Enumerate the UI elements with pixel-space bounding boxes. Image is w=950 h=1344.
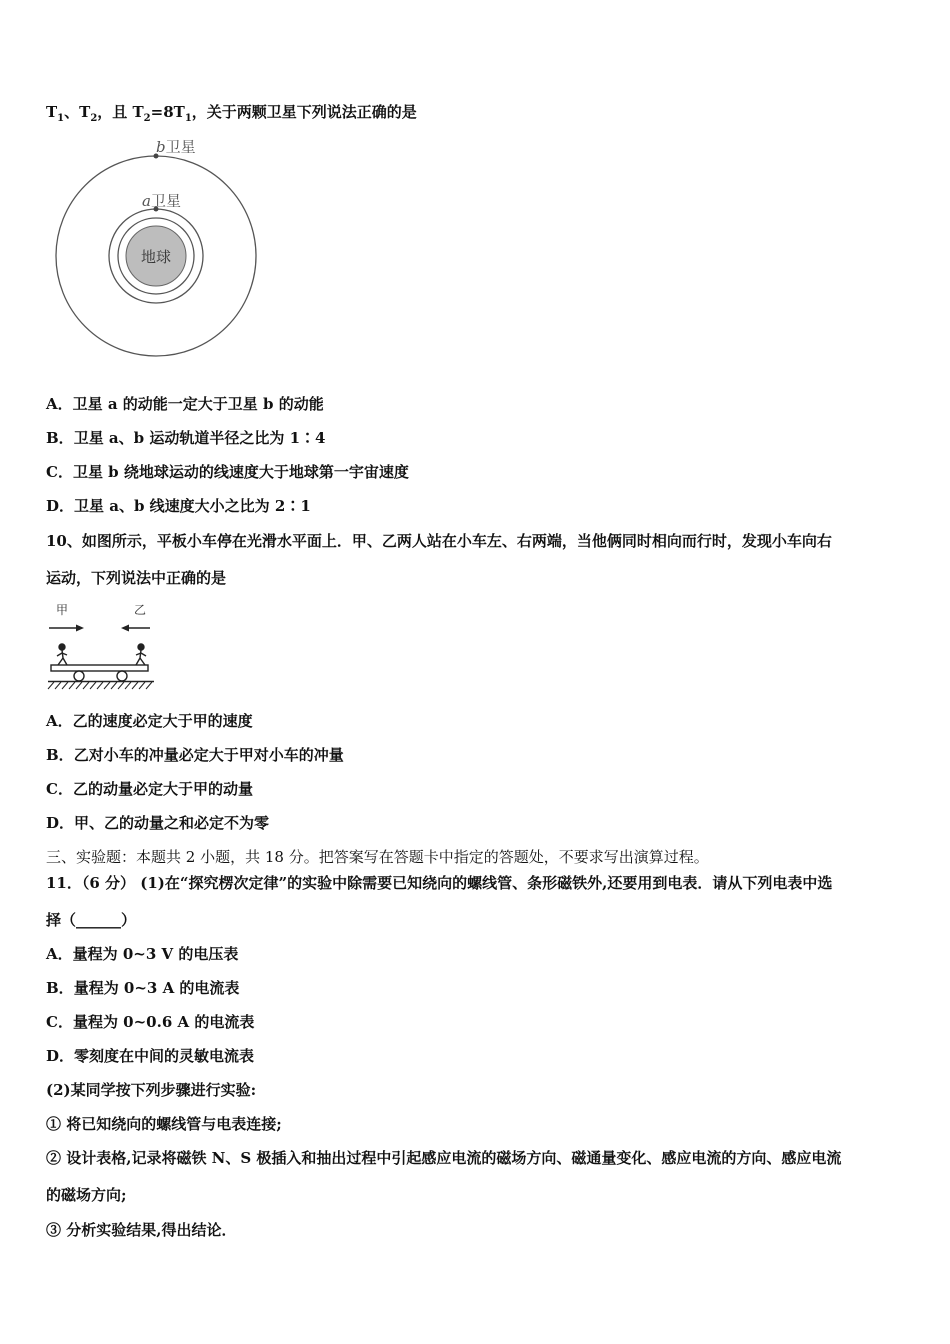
- q11-option-c: C．量程为 0~0.6 A 的电流表: [46, 1013, 255, 1031]
- q10-stem-line1: 10、如图所示，平板小车停在光滑水平面上．甲、乙两人站在小车左、右两端，当他俩同时相向而行时，发现小车向右: [46, 532, 832, 550]
- earth-label: 地球: [140, 248, 172, 266]
- cart-wheel-right: [117, 671, 127, 681]
- q11-option-d: D．零刻度在中间的灵敏电流表: [46, 1047, 255, 1065]
- satellite-b-var: b: [156, 138, 166, 156]
- q9-option-a: A．卫星 a 的动能一定大于卫星 b 的动能: [46, 395, 324, 413]
- cart-board: [51, 665, 148, 671]
- intro-line: $T_1$、$T_2$，且 $T_2=8T_1$，关于两颗卫星下列说法正确的是: [46, 103, 417, 124]
- q11-stem-line1: 11．（6 分） (1)在“探究楞次定律”的实验中除需要已知绕向的螺线管、条形磁铁外,还要用到电表．请从下列电表中选: [46, 874, 833, 892]
- q11-step-1: ① 将已知绕向的螺线管与电表连接;: [46, 1115, 282, 1133]
- q9-option-c: C．卫星 b 绕地球运动的线速度大于地球第一宇宙速度: [46, 463, 409, 481]
- section-3-heading: 三、实验题：本题共 2 小题，共 18 分。把答案写在答题卡中指定的答题处，不要求写出演算过程。: [46, 848, 709, 866]
- label-jia: 甲: [56, 603, 69, 617]
- q10-option-a: A．乙的速度必定大于甲的速度: [46, 712, 253, 730]
- q11-step-2-line2: 的磁场方向;: [46, 1186, 127, 1204]
- cart-figure: [46, 600, 158, 694]
- q10-stem-line2: 运动，下列说法中正确的是: [46, 569, 227, 587]
- svg-text:b卫星: [156, 138, 196, 156]
- q11-option-b: B．量程为 0~3 A 的电流表: [46, 979, 240, 997]
- q10-option-c: C．乙的动量必定大于甲的动量: [46, 780, 253, 798]
- q10-option-d: D．甲、乙的动量之和必定不为零: [46, 814, 270, 832]
- cart-wheel-left: [74, 671, 84, 681]
- person-yi: [136, 644, 146, 665]
- q9-option-d: D．卫星 a、b 线速度大小之比为 2∶1: [46, 497, 311, 515]
- q9-option-b: B．卫星 a、b 运动轨道半径之比为 1∶4: [46, 429, 326, 447]
- q11-part2-title: (2)某同学按下列步骤进行实验:: [46, 1081, 257, 1099]
- arrow-right: [49, 625, 84, 632]
- svg-text:a卫星: [142, 192, 181, 210]
- ground-hatch: [48, 682, 152, 689]
- q11-step-2-line1: ② 设计表格,记录将磁铁 N、S 极插入和抽出过程中引起感应电流的磁场方向、磁通量变化、感应电流的方向、感应电流: [46, 1149, 842, 1167]
- q11-stem-line2: 择（______）: [46, 911, 137, 929]
- q11-step-3: ③ 分析实验结果,得出结论．: [46, 1221, 237, 1239]
- label-yi: 乙: [134, 603, 147, 617]
- person-jia: [57, 644, 67, 665]
- satellite-a-var: a: [142, 192, 151, 210]
- satellite-b-label: 卫星: [165, 138, 196, 156]
- arrow-left: [121, 625, 150, 632]
- q10-option-b: B．乙对小车的冲量必定大于甲对小车的冲量: [46, 746, 344, 764]
- satellite-a-label: 卫星: [150, 192, 181, 210]
- q11-option-a: A．量程为 0~3 V 的电压表: [46, 945, 239, 963]
- satellite-orbit-figure: [50, 132, 266, 364]
